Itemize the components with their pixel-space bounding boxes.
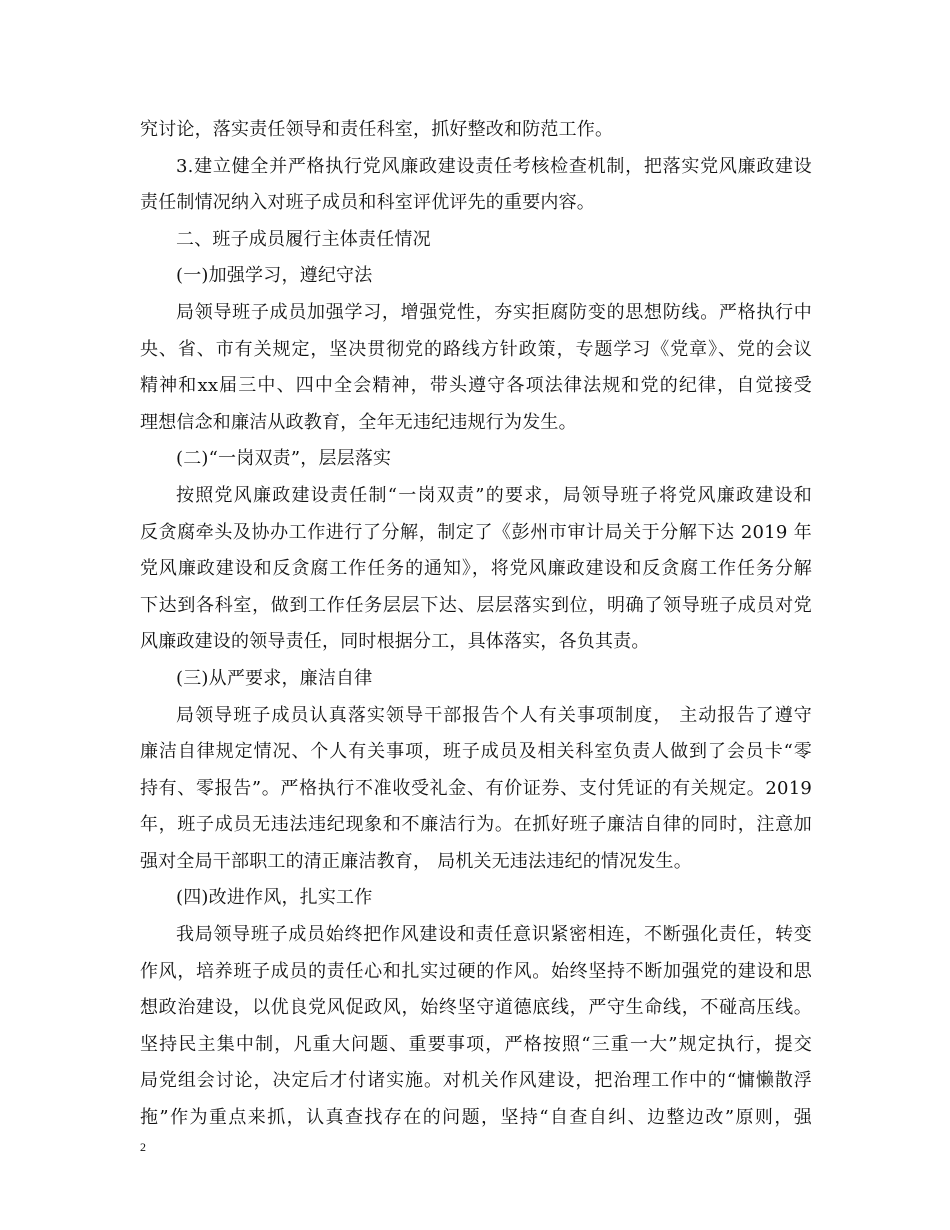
- text-line: (二)“一岗双责”，层层落实: [176, 448, 392, 470]
- text-line: 按照党风廉政建设责任制“一岗双责”的要求，局领导班子将党风廉政建设和: [176, 484, 812, 506]
- text-line: 作风，培养班子成员的责任心和扎实过硬的作风。始终坚持不断加强党的建设和思: [140, 960, 812, 982]
- text-line: 持有、零报告”。严格执行不准收受礼金、有价证券、支付凭证的有关规定。2019: [140, 777, 812, 799]
- text-line: 强对全局干部职工的清正廉洁教育， 局机关无违法违纪的情况发生。: [140, 850, 692, 872]
- text-line: (一)加强学习，遵纪守法: [176, 265, 373, 287]
- text-line: 拖”作为重点来抓，认真查找存在的问题，坚持“自查自纠、边整边改”原则，强: [140, 1107, 812, 1129]
- text-line: (三)从严要求，廉洁自律: [176, 667, 373, 689]
- text-line: 二、班子成员履行主体责任情况: [176, 228, 431, 250]
- text-line: 局领导班子成员加强学习，增强党性，夯实拒腐防变的思想防线。严格执行中: [176, 301, 812, 323]
- text-line: 局党组会讨论，决定后才付诸实施。对机关作风建设，把治理工作中的“慵懒散浮: [140, 1070, 812, 1092]
- text-line: 坚持民主集中制，凡重大问题、重要事项，严格按照“三重一大”规定执行，提交: [140, 1033, 812, 1055]
- text-line: 年，班子成员无违法违纪现象和不廉洁行为。在抓好班子廉洁自律的同时，注意加: [140, 814, 812, 836]
- text-line: 我局领导班子成员始终把作风建设和责任意识紧密相连，不断强化责任，转变: [176, 924, 812, 946]
- text-line: 央、省、市有关规定，坚决贯彻党的路线方针政策，专题学习《党章》、党的会议: [140, 338, 812, 360]
- text-line: 反贪腐牵头及协办工作进行了分解，制定了《彭州市审计局关于分解下达 2019 年: [140, 521, 812, 543]
- page-number: 2: [140, 1140, 146, 1154]
- text-line: 究讨论，落实责任领导和责任科室，抓好整改和防范工作。: [140, 119, 614, 140]
- text-line: 风廉政建设的领导责任，同时根据分工，具体落实，各负其责。: [140, 631, 650, 653]
- text-line: 理想信念和廉洁从政教育，全年无违纪违规行为发生。: [140, 411, 577, 433]
- text-line: 精神和xx届三中、四中全会精神，带头遵守各项法律法规和党的纪律，自觉接受: [140, 375, 812, 397]
- text-line: 责任制情况纳入对班子成员和科室评优评先的重要内容。: [140, 192, 595, 214]
- document-body: [140, 112, 812, 1137]
- text-line: (四)改进作风，扎实工作: [176, 887, 373, 909]
- text-line: 党风廉政建设和反贪腐工作任务的通知》，将党风廉政建设和反贪腐工作任务分解: [140, 558, 812, 580]
- text-line: 想政治建设，以优良党风促政风，始终坚守道德底线，严守生命线，不碰高压线。: [140, 997, 812, 1019]
- text-line: 局领导班子成员认真落实领导干部报告个人有关事项制度， 主动报告了遵守: [176, 704, 812, 726]
- text-line: 3.建立健全并严格执行党风廉政建设责任考核检查机制，把落实党风廉政建设: [176, 155, 812, 177]
- text-line: 廉洁自律规定情况、个人有关事项，班子成员及相关科室负责人做到了会员卡“零: [140, 741, 812, 763]
- text-line: 下达到各科室，做到工作任务层层下达、层层落实到位，明确了领导班子成员对党: [140, 594, 812, 616]
